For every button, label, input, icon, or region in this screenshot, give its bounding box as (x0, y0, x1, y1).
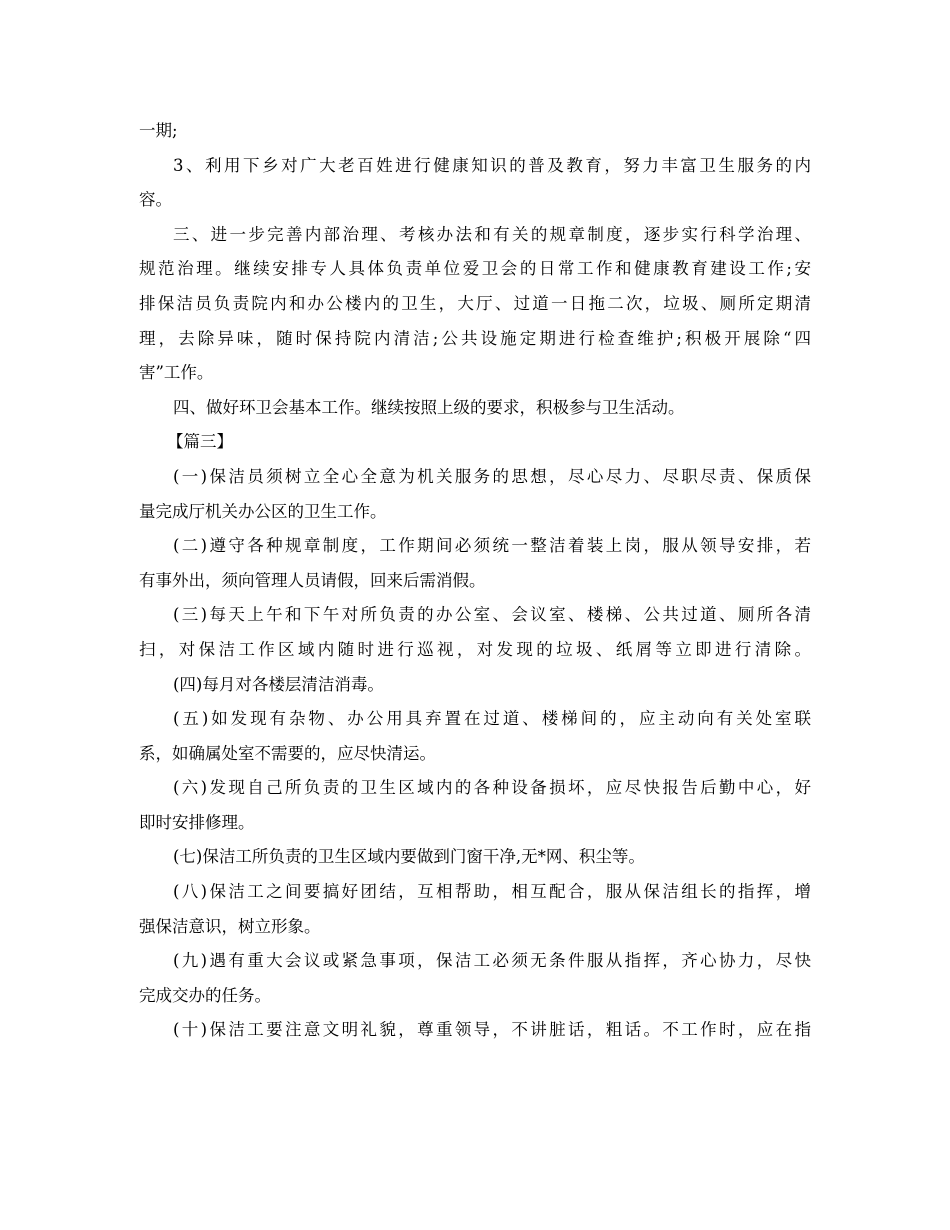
text-line: 有事外出，须向管理人员请假，回来后需消假。 (139, 570, 486, 590)
text-line: (三)每天上午和下午对所负责的办公室、会议室、楼梯、公共过道、厕所各清 (173, 605, 811, 625)
text-line: 理，去除异味，随时保持院内清洁;公共设施定期进行检查维护;积极开展除“四 (139, 328, 811, 348)
text-line: 3、利用下乡对广大老百姓进行健康知识的普及教育，努力丰富卫生服务的内 (173, 155, 811, 175)
text-line: (七)保洁工所负责的卫生区域内要做到门窗干净,无*网、积尘等。 (173, 847, 645, 867)
text-line: 强保洁意识，树立形象。 (139, 916, 321, 936)
text-line: 完成交办的任务。 (139, 985, 271, 1005)
text-line: (十)保洁工要注意文明礼貌，尊重领导，不讲脏话，粗话。不工作时，应在指 (173, 1020, 811, 1040)
text-line: 一期; (139, 121, 178, 140)
text-line: 害”工作。 (139, 363, 214, 383)
text-line: (八)保洁工之间要搞好团结，互相帮助，相互配合，服从保洁组长的指挥，增 (173, 882, 811, 902)
text-line: 排保洁员负责院内和办公楼内的卫生，大厅、过道一日拖二次，垃圾、厕所定期清 (139, 293, 811, 313)
text-line: (四)每月对各楼层清洁消毒。 (173, 674, 384, 694)
text-line: 量完成厅机关办公区的卫生工作。 (139, 501, 387, 521)
text-line: 系，如确属处室不需要的，应尽快清运。 (139, 743, 436, 763)
text-line: 四、做好环卫会基本工作。继续按照上级的要求，积极参与卫生活动。 (173, 397, 685, 417)
text-line: (九)遇有重大会议或紧急事项，保洁工必须无条件服从指挥，齐心协力，尽快 (173, 951, 811, 971)
section-heading: 【篇三】 (167, 432, 233, 452)
text-line: 规范治理。继续安排专人具体负责单位爱卫会的日常工作和健康教育建设工作;安 (139, 259, 811, 279)
text-line: (一)保洁员须树立全心全意为机关服务的思想，尽心尽力、尽职尽责、保质保 (173, 466, 811, 486)
text-line: 三、进一步完善内部治理、考核办法和有关的规章制度，逐步实行科学治理、 (173, 224, 811, 244)
text-line: 扫，对保洁工作区域内随时进行巡视，对发现的垃圾、纸屑等立即进行清除。 (139, 639, 811, 659)
text-line: 容。 (139, 190, 172, 210)
text-line: (五)如发现有杂物、办公用具弃置在过道、楼梯间的，应主动向有关处室联 (173, 709, 811, 729)
text-line: (二)遵守各种规章制度，工作期间必须统一整洁着装上岗，服从领导安排，若 (173, 536, 811, 556)
document-body (139, 114, 811, 1048)
text-line: 即时安排修理。 (139, 812, 255, 832)
text-line: (六)发现自己所负责的卫生区域内的各种设备损坏，应尽快报告后勤中心，好 (173, 778, 811, 798)
